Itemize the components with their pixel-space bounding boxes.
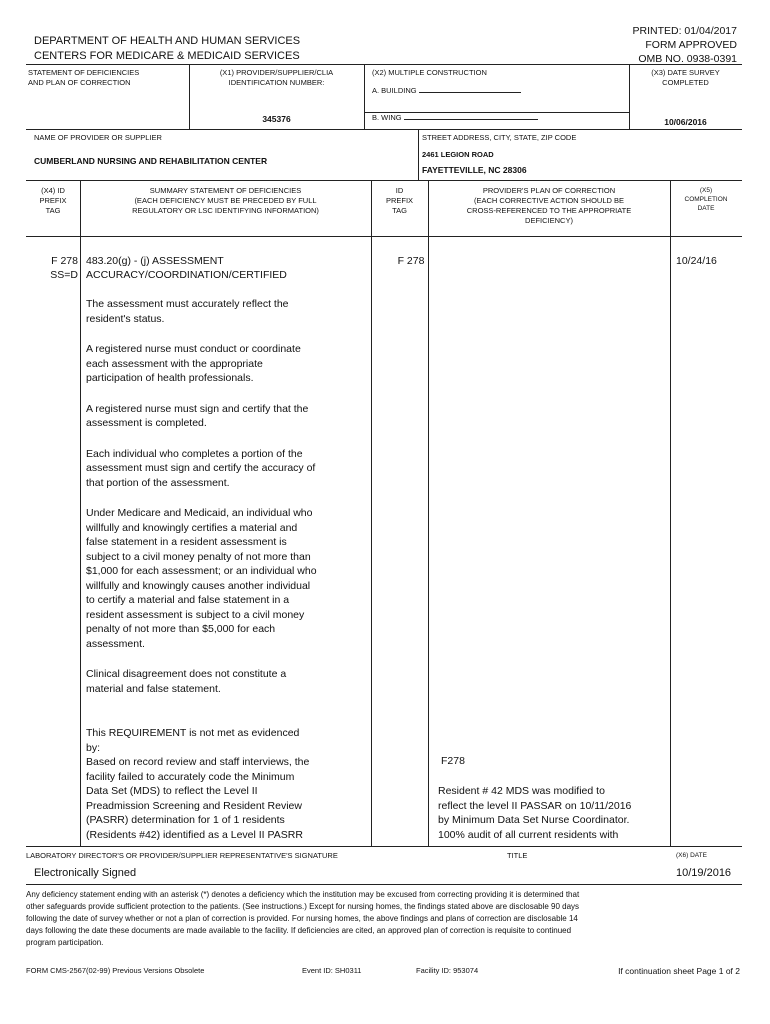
agency-name: CENTERS FOR MEDICARE & MEDICAID SERVICES <box>34 50 300 62</box>
date-header: DATE <box>697 205 715 212</box>
plan-subheader-3: DEFICIENCY) <box>525 216 573 225</box>
form-approved: FORM APPROVED <box>645 39 737 51</box>
plan-header: PROVIDER'S PLAN OF CORRECTION <box>482 186 616 195</box>
summary-subheader-2: REGULATORY OR LSC IDENTIFYING INFORMATION) <box>132 206 319 215</box>
regulation-paragraph: A registered nurse must sign and certify that the assessment is completed. <box>86 402 309 429</box>
deficiency-tag: F 278 <box>51 255 78 267</box>
plan-subheader-1: (EACH CORRECTIVE ACTION SHOULD BE <box>473 196 625 205</box>
street-address: 2461 LEGION ROAD <box>422 150 494 159</box>
x1-label: (X1) PROVIDER/SUPPLIER/CLIA <box>219 68 334 77</box>
event-id: Event ID: SH0311 <box>302 966 362 975</box>
plan-tag-id: F 278 <box>397 255 425 267</box>
id-header: ID <box>395 186 404 195</box>
statement-label: STATEMENT OF DEFICIENCIES <box>28 68 140 77</box>
x2-label: (X2) MULTIPLE CONSTRUCTION <box>372 68 487 77</box>
completion-date: 10/24/16 <box>676 255 717 267</box>
x4-id-header: (X4) ID <box>41 186 65 195</box>
omb-number: OMB NO. 0938-0391 <box>638 53 737 65</box>
scope-severity: SS=D <box>50 269 78 281</box>
deficiency-title: 483.20(g) - (j) ASSESSMENT <box>86 255 224 267</box>
signature-label: LABORATORY DIRECTOR'S OR PROVIDER/SUPPLIER REPRESENTATIVE'S SIGNATURE <box>26 851 338 860</box>
completion-header: COMPLETION <box>684 196 728 203</box>
building-label: A. BUILDING <box>372 86 417 95</box>
plan-subheader-2: CROSS-REFERENCED TO THE APPROPRIATE <box>466 206 632 215</box>
regulation-paragraph: Clinical disagreement does not constitute a material and false statement. <box>86 668 287 695</box>
regulation-paragraph: The assessment must accurately reflect the resident's status. <box>86 298 289 325</box>
signature-date: 10/19/2016 <box>676 867 732 879</box>
regulation-paragraph: Under Medicare and Medicaid, an individual who willfully and knowingly certifies a material and false statement in a resident assessment is subject to a civil money penalty of not more than $1,000 for each assessment; or an individual who willfully and knowingly causes another individual to certify a material and false statement in a resident assessment is subject to a civil money penalty of not more than $5,000 for each assessment. <box>86 507 317 650</box>
x3-label: (X3) DATE SURVEY <box>651 68 720 77</box>
plan-of-correction: Resident # 42 MDS was modified to reflect the level II PASSAR on 10/11/2016 by Minimum Data Set Nurse Coordinator. 100% audit of all current residents with <box>438 785 632 841</box>
survey-completed-date: 10/06/2016 <box>664 117 707 127</box>
deficiency-title-2: ACCURACY/COORDINATION/CERTIFIED <box>86 269 287 281</box>
x4-tag-header: TAG <box>45 206 61 215</box>
wing-label: B. WING <box>372 113 402 122</box>
page-indicator: If continuation sheet Page 1 of 2 <box>618 966 740 976</box>
provider-name: CUMBERLAND NURSING AND REHABILITATION CENTER <box>34 156 268 166</box>
summary-subheader-1: (EACH DEFICIENCY MUST BE PRECEDED BY FULL <box>134 196 317 205</box>
title-label: TITLE <box>507 851 528 860</box>
form-number: FORM CMS-2567(02-99) Previous Versions Obsolete <box>26 966 205 975</box>
electronic-signature: Electronically Signed <box>34 867 137 879</box>
city-state-zip: FAYETTEVILLE, NC 28306 <box>422 165 527 175</box>
tag-header: TAG <box>392 206 407 215</box>
disclaimer: Any deficiency statement ending with an asterisk (*) denotes a deficiency which the institution may be excused from correcting providing it is determined that other safeguards provide sufficient protection to the patients. (See instructions.) Except for nursing homes, the findings stated above are disclosable 90 days following the date of survey whether or not a plan of correction is provided. For nursing homes, the above findings and plans of correction are disclosable 14 days following the date these documents are made available to the facility. If deficiencies are cited, an approved plan of correction is requisite to continued program participation. <box>26 890 580 947</box>
prefix-header: PREFIX <box>385 196 414 205</box>
summary-header: SUMMARY STATEMENT OF DEFICIENCIES <box>149 186 302 195</box>
provider-name-label: NAME OF PROVIDER OR SUPPLIER <box>34 133 162 142</box>
requirement-findings: This REQUIREMENT is not met as evidenced by: Based on record review and staff interviews, the facility failed to accurately code the Minimum Data Set (MDS) to reflect the Level II Preadmission Screening and Resident Review (PASRR) determination for 1 of 1 residents (Residents #42) identified as a Level II PASRR <box>86 727 310 841</box>
x3-sublabel: COMPLETED <box>662 78 709 87</box>
x5-header: (X5) <box>699 187 713 194</box>
department-name: DEPARTMENT OF HEALTH AND HUMAN SERVICES <box>34 35 301 47</box>
date-label: (X6) DATE <box>676 852 707 859</box>
x1-sublabel: IDENTIFICATION NUMBER: <box>228 78 325 87</box>
x4-prefix-header: PREFIX <box>39 196 67 205</box>
address-label: STREET ADDRESS, CITY, STATE, ZIP CODE <box>422 133 577 142</box>
facility-id: Facility ID: 953074 <box>416 966 479 975</box>
provider-id: 345376 <box>262 114 291 124</box>
regulation-paragraph: A registered nurse must conduct or coordinate each assessment with the appropriate participation of health professionals. <box>86 343 301 384</box>
regulation-paragraph: Each individual who completes a portion of the assessment must sign and certify the accuracy of that portion of the assessment. <box>86 447 316 489</box>
plan-label: AND PLAN OF CORRECTION <box>28 78 131 87</box>
printed-date: PRINTED: 01/04/2017 <box>632 25 737 37</box>
plan-tag: F278 <box>441 755 465 767</box>
